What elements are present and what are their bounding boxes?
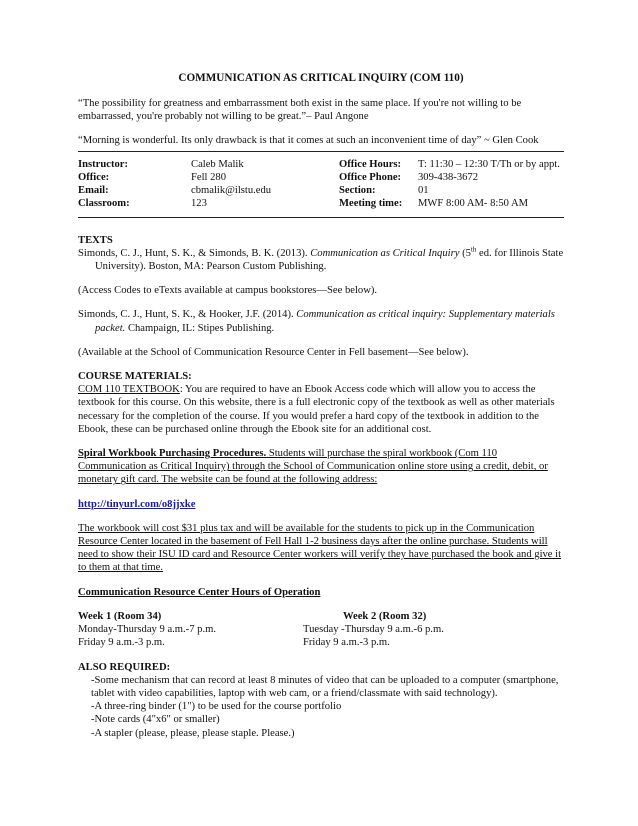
meeting-time-label: Meeting time: xyxy=(339,198,403,210)
week1-title: Week 1 (Room 34) xyxy=(78,610,162,622)
week2-hours-friday: Friday 9 a.m.-3 p.m. xyxy=(303,637,390,649)
week2-title: Week 2 (Room 32) xyxy=(343,610,427,622)
section-label: Section: xyxy=(339,185,376,197)
email-label: Email: xyxy=(78,185,109,197)
citation-1-publisher: ed. for Illinois State University). Boston, MA: Pearson Custom Publishing. xyxy=(95,247,564,273)
workbook-cost-paragraph: The workbook will cost $31 plus tax and will be available for the students to pick up in the Communication Resource Center located in the basement of Fell Hall 1-2 business days after the online purchase. Students will need to show their ISU ID card and Resource Center workers will verify they have purchased the book and give it to them at that time. xyxy=(78,522,562,574)
course-materials-heading: COURSE MATERIALS: xyxy=(78,371,192,383)
citation-1-authors: Simonds, C. J., Hunt, S. K., & Simonds, B. K. (2013). xyxy=(78,247,311,259)
section-value: 01 xyxy=(418,185,429,197)
course-info-grid xyxy=(78,158,564,211)
access-codes-note: (Access Codes to eTexts available at campus bookstores—See below). xyxy=(78,285,378,297)
instructor-value: Caleb Malik xyxy=(191,158,244,170)
list-item xyxy=(78,713,564,726)
citation-1-title: Communication as Critical Inquiry xyxy=(310,247,460,259)
divider-top xyxy=(78,151,564,152)
classroom-value: 123 xyxy=(191,198,207,210)
week1-hours-friday: Friday 9 a.m.-3 p.m. xyxy=(78,637,165,649)
required-item-binder: -A three-ring binder (1") to be used for the course portfolio xyxy=(91,701,342,713)
textbook-body: : You are required to have an Ebook Access code which will allow you to access the textbook for this course. On this website, there is a full electronic copy of the textbook as well as other materials necessary for the completion of the course. If you would prefer a hard copy of the textbook in addition to the Ebook, these can be purchased online through the Ebook site for an additional cost. xyxy=(78,384,555,435)
resource-center-note: (Available at the School of Communication Resource Center in Fell basement—See below). xyxy=(78,346,469,358)
required-item-stapler: -A stapler (please, please, please staple. Please.) xyxy=(91,727,295,739)
textbook-label: COM 110 TEXTBOOK xyxy=(78,384,180,396)
meeting-time-value: MWF 8:00 AM- 8:50 AM xyxy=(418,198,529,210)
week1-hours-weekday: Monday-Thursday 9 a.m.-7 p.m. xyxy=(78,624,216,636)
citation-1-edition: (5 xyxy=(459,247,471,259)
spiral-workbook-label: Spiral Workbook Purchasing Procedures. xyxy=(78,448,267,460)
required-item-note-cards: -Note cards (4"x6" or smaller) xyxy=(91,714,220,726)
office-phone-value: 309-438-3672 xyxy=(418,172,479,184)
quote-angone: “The possibility for greatness and embarrassment both exist in the same place. If you're not willing to be embarrassed, you're probably not willing to be great.”– Paul Angone xyxy=(78,98,522,123)
list-item xyxy=(78,727,564,740)
office-value: Fell 280 xyxy=(191,172,227,184)
spiral-workbook-body: Students will purchase the spiral workbook (Com 110 Communication as Critical Inquiry) through the School of Communication online store using a credit, debit, or monetary gift card. The website can be found at the following address: xyxy=(78,448,548,486)
office-label: Office: xyxy=(78,172,110,184)
also-required-heading: ALSO REQUIRED: xyxy=(78,661,171,673)
instructor-label: Instructor: xyxy=(78,158,129,170)
resource-center-hours xyxy=(78,610,564,650)
office-hours-label: Office Hours: xyxy=(339,158,402,170)
workbook-store-link[interactable]: http://tinyurl.com/o8jjxke xyxy=(78,498,196,510)
citation-1-edition-sup: th xyxy=(470,245,477,254)
textbook-citation-2 xyxy=(78,308,564,334)
textbook-citation-1 xyxy=(78,247,564,273)
citation-2-authors: Simonds, C. J., Hunt, S. K., & Hooker, J.F. (2014). xyxy=(78,309,297,321)
divider-info xyxy=(78,217,564,218)
document-title: COMMUNICATION AS CRITICAL INQUIRY (COM 110) xyxy=(178,72,464,84)
classroom-label: Classroom: xyxy=(78,198,130,210)
week2-hours-weekday: Tuesday -Thursday 9 a.m.-6 p.m. xyxy=(303,624,444,636)
citation-2-title: Communication as critical inquiry: Supplementary materials packet. xyxy=(95,309,555,334)
list-item xyxy=(78,674,564,700)
quote-cook: “Morning is wonderful. Its only drawback is that it comes at such an inconvenient time of day” ~ Glen Cook xyxy=(78,134,539,146)
spiral-workbook-paragraph xyxy=(78,447,564,487)
textbook-paragraph xyxy=(78,383,564,436)
office-hours-value: T: 11:30 – 12:30 T/Th or by appt. xyxy=(418,158,560,170)
required-item-recording-device: -Some mechanism that can record at least 8 minutes of video that can be uploaded to a computer (smartphone, tablet with video capabilities, laptop with web cam, or a friend/classmate with said technology). xyxy=(91,674,559,699)
texts-heading: TEXTS xyxy=(78,234,113,246)
office-phone-label: Office Phone: xyxy=(339,172,402,184)
citation-2-publisher: Champaign, IL: Stipes Publishing. xyxy=(125,322,275,334)
list-item xyxy=(78,700,564,713)
email-value: cbmalik@ilstu.edu xyxy=(191,185,272,197)
resource-center-hours-heading: Communication Resource Center Hours of Operation xyxy=(78,586,321,598)
